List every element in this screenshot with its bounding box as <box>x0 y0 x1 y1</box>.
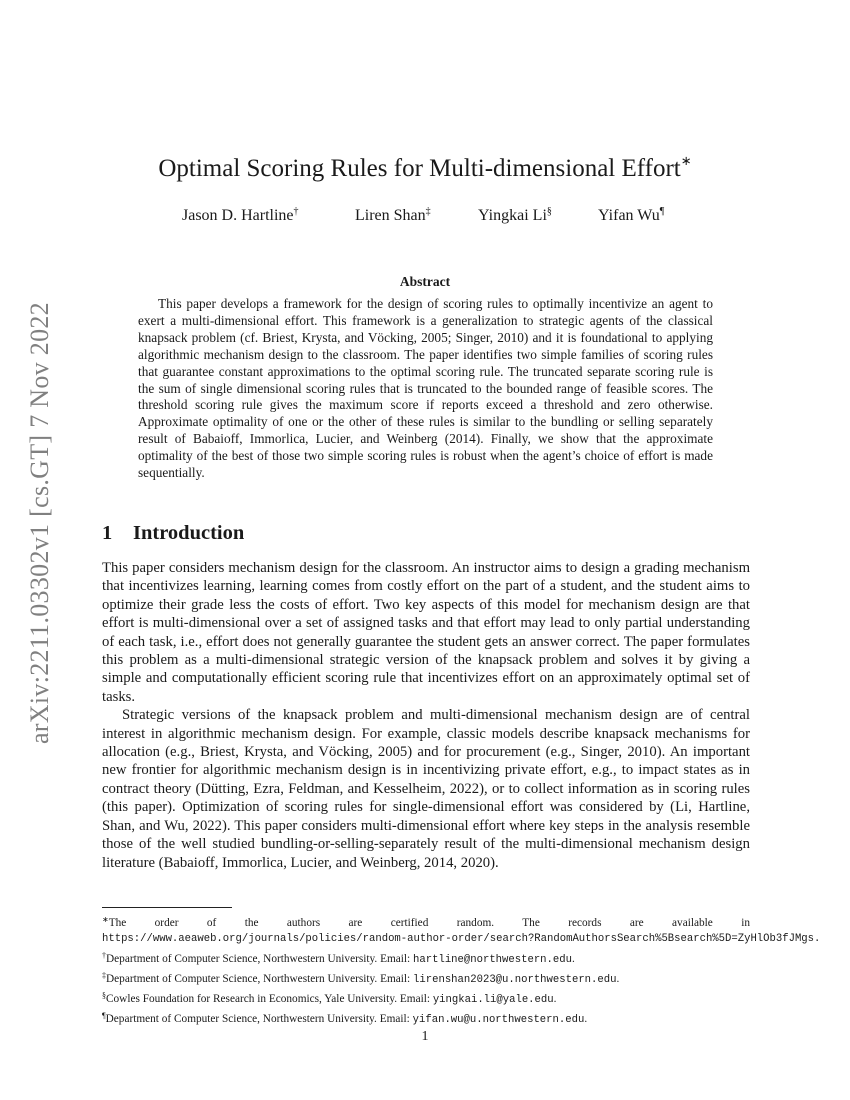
footnote-end: . <box>584 1013 588 1026</box>
footnote-wu <box>102 1008 750 1028</box>
author-name: Jason D. Hartline <box>182 207 294 224</box>
footnote-rule <box>102 907 232 908</box>
footnote-mark: ‡ <box>102 970 106 980</box>
author-wu <box>598 206 664 225</box>
footnote-mark: † <box>102 950 106 960</box>
footnotes <box>102 912 821 1029</box>
email-link[interactable]: yifan.wu@u.northwestern.edu <box>412 1014 585 1027</box>
section-heading-introduction <box>102 522 244 545</box>
footnote-end: . <box>553 993 557 1006</box>
author-li <box>478 206 552 225</box>
section-number: 1 <box>102 522 113 544</box>
author-name: Liren Shan <box>355 207 426 224</box>
author-footnote-mark[interactable]: § <box>546 206 552 217</box>
paragraph: This paper considers mechanism design for the classroom. An instructor aims to design a grading mechanism that incentivizes learning, learning comes from costly effort on the part of a student, and the student aims to optimize their grade less the costs of effort. Two key aspects of this model for mechanism design are that effort is multi-dimensional over a set of assigned tasks and that effort may lead to only partial understanding of each task, i.e., effort does not generally guarantee the student gets an answer correct. The paper formulates this problem as a multi-dimensional strategic version of the knapsack problem and solves it by giving a simple and computationally efficient scoring rule that incentivizes effort on an approximately optimal set of tasks. <box>102 560 750 705</box>
email-link[interactable]: lirenshan2023@u.northwestern.edu <box>413 973 617 986</box>
footnote-text: The order of the authors are certified random. The records are available in <box>108 917 750 929</box>
footnote-text: Department of Computer Science, Northwestern University. Email: <box>106 972 414 985</box>
footnote-url-line <box>102 931 821 947</box>
footnote-url-link[interactable]: https://www.aeaweb.org/journals/policies/random-author-order/search?RandomAuthorsSearch%5Bsearch%5D=ZyHlOb3fJMgs. <box>102 933 821 946</box>
title-footnote-mark[interactable]: ∗ <box>680 153 692 168</box>
footnote-li <box>102 988 750 1008</box>
author-footnote-mark[interactable]: † <box>293 206 299 217</box>
arxiv-identifier[interactable]: arXiv:2211.03302v1 [cs.GT] 7 Nov 2022 <box>25 302 54 744</box>
author-footnote-mark[interactable]: ‡ <box>425 206 431 217</box>
footnote-title <box>102 912 750 931</box>
author-list <box>182 206 702 228</box>
footnote-mark: § <box>102 991 106 1001</box>
author-name: Yingkai Li <box>478 207 547 224</box>
author-name: Yifan Wu <box>598 207 660 224</box>
section-title: Introduction <box>133 522 245 544</box>
email-link[interactable]: yingkai.li@yale.edu <box>432 994 554 1007</box>
footnote-end: . <box>616 972 620 985</box>
paper-title <box>0 153 850 183</box>
paper-title-text: Optimal Scoring Rules for Multi-dimensional Effort <box>158 155 681 182</box>
author-footnote-mark[interactable]: ¶ <box>659 206 665 217</box>
paragraph: Strategic versions of the knapsack problem and multi-dimensional mechanism design are of central interest in algorithmic mechanism design. For example, classic models describe knapsack mechanisms for allocation (e.g., Briest, Krysta, and Vöcking, 2005) and for procurement (e.g., Singer, 2010). An important new frontier for algorithmic mechanism design is in incentivizing private effort, e.g., to impact states as in contract theory (Dütting, Ezra, Feldman, and Kesselheim, 2022), or to collect information as in scoring rules (this paper). Optimization of scoring rules for single-dimensional effort was considered by (Li, Hartline, Shan, and Wu, 2022). This paper considers multi-dimensional effort where key steps in the analysis resemble those of the well studied bundling-or-selling-separately result of the multi-dimensional mechanism design literature (Babaioff, Immorlica, Lucier, and Weinberg, 2014, 2020). <box>102 707 750 871</box>
footnote-shan <box>102 968 750 988</box>
abstract-text: This paper develops a framework for the design of scoring rules to optimally incentivize an agent to exert a multi-dimensional effort. This framework is a generalization to strategic agents of the classical knapsack problem (cf. Briest, Krysta, and Vöcking, 2005; Singer, 2010) and it is foundational to applying algorithmic mechanism design to the classroom. The paper identifies two simple families of scoring rules that guarantee constant approximations to the optimal scoring rule. The truncated separate scoring rule is the sum of single dimensional scoring rules that is truncated to the bounded range of feasible scores. The threshold scoring rule gives the maximum score if reports exceed a threshold and zero otherwise. Approximate optimality of one or the other of these rules is similar to the bundling or selling separately result of Babaioff, Immorlica, Lucier, and Weinberg (2014). Finally, we show that the approximate optimality of the best of those two simple scoring rules is robust when the agent’s choice of effort is made sequentially. <box>138 296 713 481</box>
footnote-hartline <box>102 948 750 968</box>
author-shan <box>355 206 431 225</box>
abstract-heading: Abstract <box>399 274 451 289</box>
introduction-body <box>102 559 750 872</box>
email-link[interactable]: hartline@northwestern.edu <box>413 953 572 966</box>
footnote-mark: ∗ <box>102 915 109 924</box>
footnote-text: Cowles Foundation for Research in Economics, Yale University. Email: <box>106 993 433 1006</box>
footnote-text: Department of Computer Science, Northwestern University. Email: <box>105 1013 413 1026</box>
page-number: 1 <box>421 1029 429 1044</box>
footnote-end: . <box>571 952 575 965</box>
footnote-text: Department of Computer Science, Northwestern University. Email: <box>106 952 414 965</box>
footnote-mark: ¶ <box>102 1011 106 1021</box>
author-hartline <box>182 206 299 225</box>
